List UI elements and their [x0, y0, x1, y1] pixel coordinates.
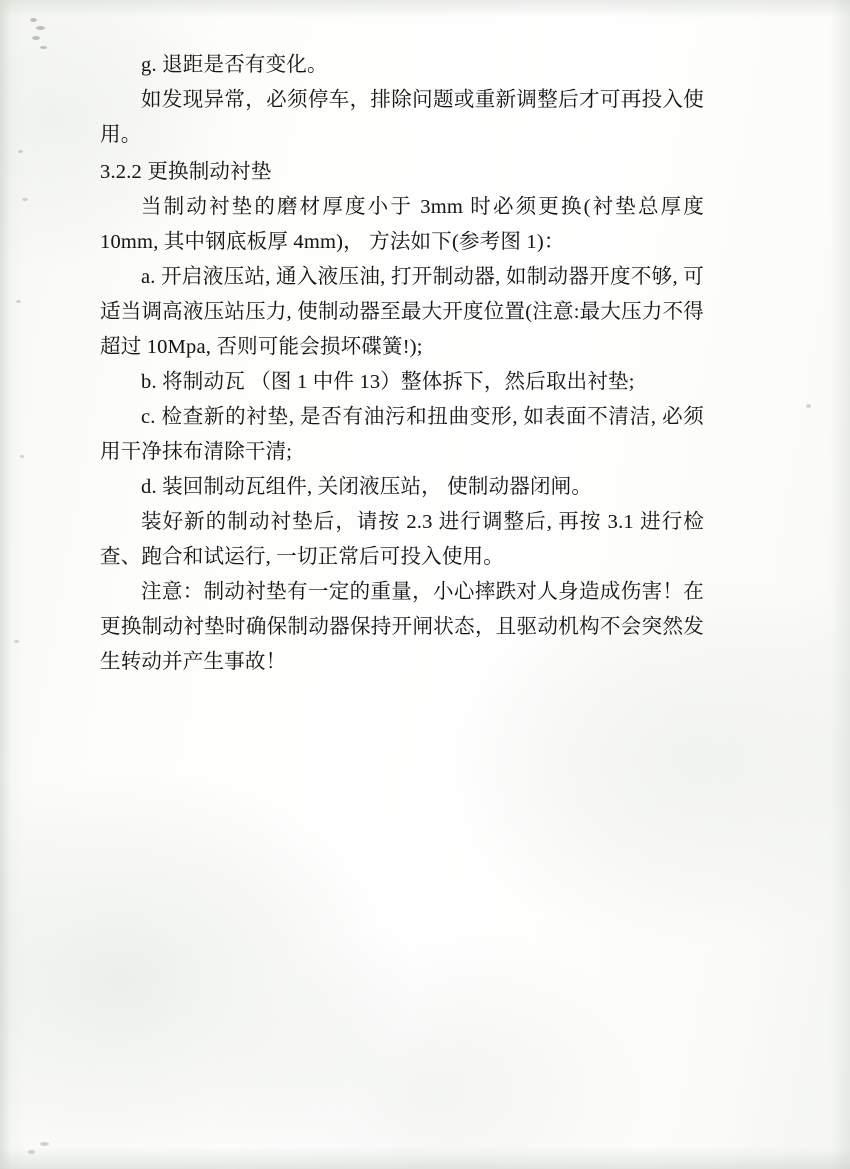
binding-punch-mark — [32, 36, 40, 40]
scan-edge-right-shadow — [830, 0, 850, 1169]
document-body — [100, 48, 704, 680]
binding-punch-mark — [36, 26, 45, 30]
list-item-g: g. 退距是否有变化。 — [141, 54, 328, 76]
after-replacement-paragraph: 装好新的制动衬垫后，请按 2.3 进行调整后, 再按 3.1 进行检查、跑合和试运行, 一切正常后可投入使用。 — [100, 511, 704, 568]
replacement-condition-paragraph: 当制动衬垫的磨材厚度小于 3mm 时必须更换(衬垫总厚度 10mm, 其中钢底板厚 4mm)， 方法如下(参考图 1)： — [100, 196, 704, 253]
caution-paragraph: 注意：制动衬垫有一定的重量，小心摔跌对人身造成伤害！在更换制动衬垫时确保制动器保持开闸状态，且驱动机构不会突然发生转动并产生事故！ — [100, 581, 704, 673]
scan-speck — [14, 640, 19, 643]
scan-speck — [806, 404, 811, 408]
scan-edge-bottom-shadow — [0, 1147, 850, 1169]
scan-speck — [28, 1150, 35, 1154]
scan-edge-left-shadow — [0, 0, 26, 1169]
step-c-paragraph: c. 检查新的衬垫, 是否有油污和扭曲变形, 如表面不清洁, 必须用干净抹布清除干清; — [100, 406, 704, 463]
section-heading-3-2-2: 3.2.2 更换制动衬垫 — [100, 161, 272, 183]
binding-punch-mark — [30, 18, 37, 22]
binding-punch-mark — [40, 46, 47, 49]
step-d-paragraph: d. 装回制动瓦组件, 关闭液压站， 使制动器闭闸。 — [141, 476, 593, 498]
scan-speck — [20, 455, 24, 458]
step-b-paragraph: b. 将制动瓦 （图 1 中件 13）整体拆下，然后取出衬垫; — [141, 371, 635, 393]
abnormal-handling-note: 如发现异常，必须停车，排除问题或重新调整后才可再投入使用。 — [100, 89, 704, 146]
scan-edge-top-shadow — [0, 0, 850, 18]
step-a-paragraph: a. 开启液压站, 通入液压油, 打开制动器, 如制动器开度不够, 可适当调高液压站压力, 使制动器至最大开度位置(注意:最大压力不得超过 10Mpa, 否则可能会损坏碟簧!); — [100, 266, 704, 358]
scan-speck — [40, 1142, 49, 1146]
scan-speck — [22, 198, 28, 201]
scan-speck — [18, 150, 23, 153]
scan-speck — [16, 300, 21, 303]
